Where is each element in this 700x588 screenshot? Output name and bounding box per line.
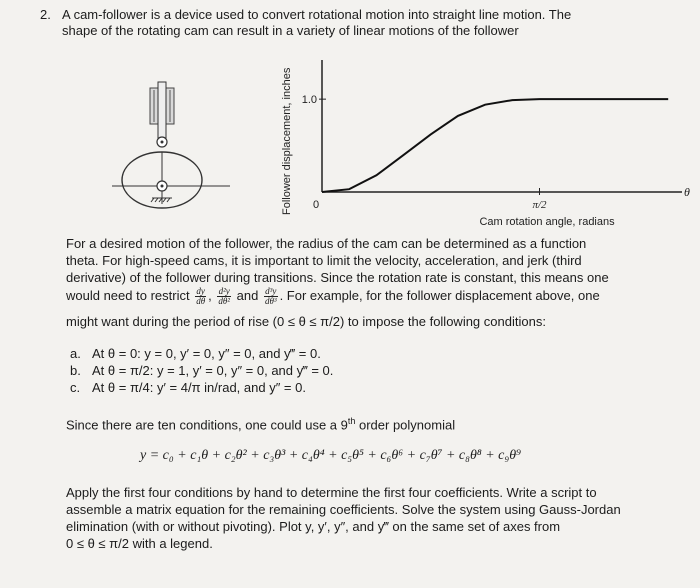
frac2-numerator: d²y xyxy=(218,286,230,297)
follower-rod xyxy=(158,82,166,140)
condition-b: At θ = π/2: y = 1, y′ = 0, y″ = 0, and y‴ = 0. xyxy=(92,363,334,378)
condition-c: At θ = π/4: y′ = 4/π in/rad, and y″ = 0. xyxy=(92,380,306,395)
para1-line3: derivative) of the follower during transitions. Since the rotation rate is constant, this means one xyxy=(66,270,609,285)
para2 xyxy=(66,413,455,433)
origin-label: 0 xyxy=(312,199,320,211)
frac3-numerator: d³y xyxy=(265,286,277,297)
para1-line4: would need to restrict $\frac{dy}{d\theta}$ , $\frac{\text{d²y}}{\text{dθ²}}$ and $\frac{\text{d³y}}{\text{dθ³}}$ . For example, for the follower displacement above, one xyxy=(66,286,600,307)
intro-line-1: A cam-follower is a device used to convert rotational motion into straight line motion. The xyxy=(62,7,572,22)
restrict-text: would need to restrict xyxy=(66,288,190,303)
first-derivative-fraction xyxy=(195,287,206,306)
para1-line1: For a desired motion of the follower, the radius of the cam can be determined as a function xyxy=(66,236,587,251)
x-axis-label: Cam rotation angle, radians xyxy=(479,216,615,228)
theta-axis-label: θ xyxy=(684,185,690,199)
para2-text-a: Since there are ten conditions, one could use a 9 xyxy=(66,417,348,433)
polynomial-equation: y = c₀ + c₁θ + c₂θ² + c₃θ³ + c₄θ⁴ + c₅θ⁵ + c₆θ⁶ + c₇θ⁷ + c₈θ⁸ + c₉θ⁹ xyxy=(140,448,521,463)
frac2-denominator: dθ² xyxy=(218,296,230,307)
second-derivative-fraction xyxy=(217,287,231,306)
para3-line4: 0 ≤ θ ≤ π/2 with a legend. xyxy=(66,536,213,551)
condition-a: At θ = 0: y = 0, y′ = 0, y″ = 0, and y‴ = 0. xyxy=(92,346,321,361)
para2-superscript: th xyxy=(347,416,356,426)
third-derivative-fraction xyxy=(264,287,278,306)
condition-c-label: c. xyxy=(70,380,81,395)
para1-line5: might want during the period of rise (0 ≤ θ ≤ π/2) to impose the following conditions: xyxy=(66,314,546,329)
intro-line-2: shape of the rotating cam can result in a variety of linear motions of the follower xyxy=(62,23,519,38)
condition-a-label: a. xyxy=(70,346,81,361)
para1-line2: theta. For high-speed cams, it is important to limit the velocity, acceleration, and jerk (third xyxy=(66,253,582,268)
para3-line2: assemble a matrix equation for the remaining coefficients. Solve the system using Gauss-Jordan xyxy=(66,502,621,517)
y-tick-label: 1.0 xyxy=(301,94,317,107)
para2-text-b: order polynomial xyxy=(355,417,456,433)
condition-b-label: b. xyxy=(70,363,81,378)
para3-line3: elimination (with or without pivoting). Plot y, y′, y″, and y‴ on the same set of axes from xyxy=(66,519,561,534)
x-tick-label: π/2 xyxy=(532,199,547,211)
frac1-numerator: dy xyxy=(196,286,205,297)
y-axis-label: Follower displacement, inches xyxy=(281,67,293,215)
cam-follower-diagram xyxy=(110,80,240,210)
displacement-chart xyxy=(270,40,690,230)
problem-number: 2. xyxy=(40,7,51,22)
and-text: and xyxy=(236,288,259,303)
para3-line1: Apply the first four conditions by hand to determine the first four coefficients. Write a script to xyxy=(66,485,597,500)
displacement-curve xyxy=(322,99,668,192)
frac3-denominator: dθ³ xyxy=(264,296,277,307)
frac1-denominator: dθ xyxy=(196,296,206,307)
example-text: . For example, for the follower displacement above, one xyxy=(279,288,600,303)
